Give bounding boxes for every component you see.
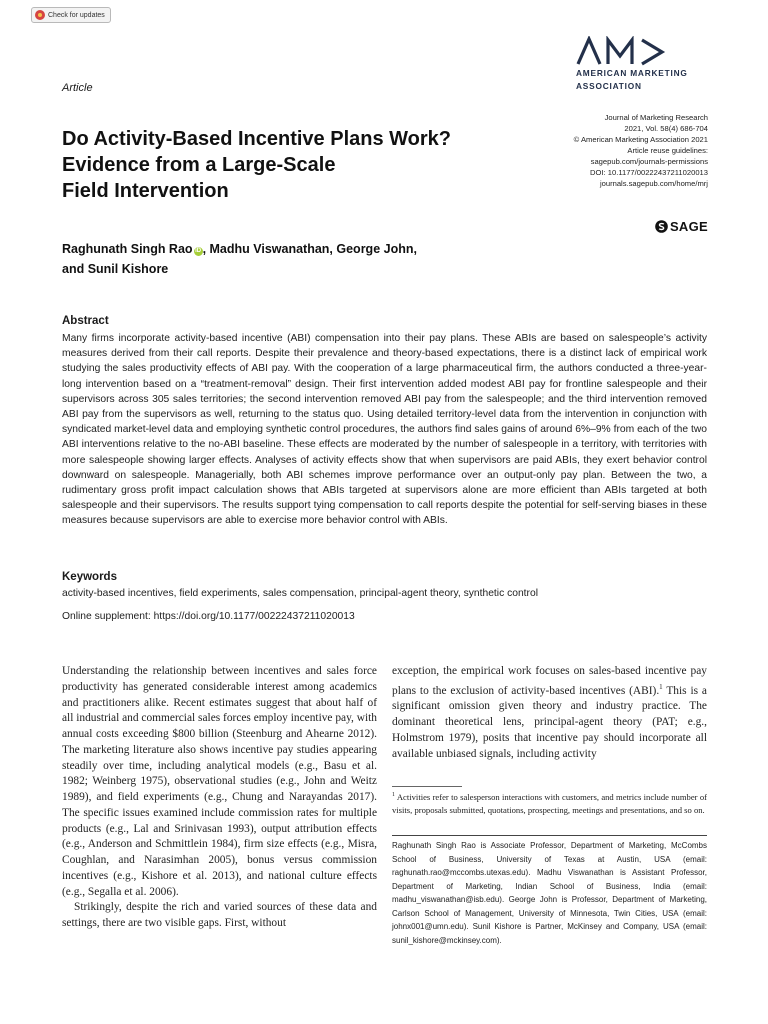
footnote-mark: 1 [392,792,395,798]
footnote-text: Activities refer to salesperson interactions with customers, and metrics include number of visits, proposals submitted, quotations, prospecting, meetings and presentations, and so on. [392,791,707,815]
body-column-left [62,664,377,932]
title-line-1: Do Activity-Based Incentive Plans Work? [62,128,451,150]
doi-text: DOI: 10.1177/00222437211020013 [590,168,708,177]
check-for-updates-button[interactable] [31,7,111,23]
keywords-heading: Keywords [62,571,117,583]
author-list [62,239,542,279]
authors-line-2: and Sunil Kishore [62,262,169,276]
title-line-2: Evidence from a Large-Scale [62,154,336,176]
sage-s-icon [655,220,668,233]
body-paragraph [392,664,707,762]
journal-name: Journal of Marketing Research [604,113,708,122]
authors-rest: , Madhu Viswanathan, George John, [202,242,417,256]
body-text-part: This is a significant omission given theory and industry practice. The dominant theoretical lens, principal-agent theory (PAT; e.g., Holmstrom 1979), posits that incentive pay should incorporate all available unbiased signals, including activity [392,684,707,760]
body-paragraph: Strikingly, despite the rich and varied sources of these data and settings, there are two visible gaps. First, without [62,901,377,929]
journal-volume: 2021, Vol. 58(4) 686-704 [624,124,708,133]
online-supplement-link[interactable]: Online supplement: https://doi.org/10.1177/00222437211020013 [62,611,355,622]
abstract-heading: Abstract [62,315,109,327]
keywords-list: activity-based incentives, field experiments, sales compensation, principal-agent theory, synthetic control [62,588,538,599]
ama-logo-mark-icon [576,36,668,66]
body-text-part: exception, the empirical work focuses on sales-based incentive pay plans to the exclusion of activity-based incentives (ABI). [392,665,707,697]
footnote-1 [392,789,707,817]
check-for-updates-label: Check for updates [48,11,105,19]
crossmark-icon [35,10,45,20]
body-column-right [392,664,707,762]
journal-home-link[interactable]: journals.sagepub.com/home/mrj [599,179,708,188]
article-title [62,126,542,204]
article-type: Article [62,82,93,94]
ama-logo [576,36,716,92]
journal-copyright: © American Marketing Association 2021 [573,135,708,144]
footnote-ref-1[interactable]: 1 [659,682,663,691]
abstract-text: Many firms incorporate activity-based incentive (ABI) compensation into their pay plans. These ABIs are based on salespeople’s activity measures derived from their call reports. Despite their prevalence and theory-based expectations, there is a distinct lack of empirical work studying the sales productivity effects of ABI pay. With the cooperation of a large pharmaceutical firm, the authors conducted a three-year-long intervention based on a “treatment-removal” design. Their first intervention added modest ABI pay for frontline salespeople and their supervisors across 305 sales territories; the second intervention removed ABI pay from the salespeople; and the third intervention removed ABI pay from the supervisors as well, returning to the status quo. Using detailed territory-level data from the intervention in conjunction with syndicated market-level data and employing synthetic control procedures, the authors find sales gains of around 6%–9% from each of the two ABI interventions relative to the no-ABI baseline. These effects are moderated by the number of salespeople in a territory, with territories with more salespeople showing larger effects. Analyses of activity effects show that when supervisors are paid ABIs, they exert behavior control downward on salespeople. Managerially, both ABI schemes improve performance over an output-only pay plan. Between the two, a rudimentary gross profit impact calculation shows that ABIs targeted at supervisors alone are more efficient than ABIs targeted at both salespeople and their supervisors. The results support tying compensation to call reports despite the potential for self-serving biases in these measures because supervisors are able to exercise more behavior control with ABIs. [62,333,707,527]
footnote-divider [392,786,462,787]
affiliation-divider [392,835,707,836]
sage-logo [655,219,708,234]
title-line-3: Field Intervention [62,180,229,202]
orcid-icon[interactable]: iD [195,248,202,254]
author-affiliations: Raghunath Singh Rao is Associate Professor, Department of Marketing, McCombs School of Business, University of Texas at Austin, USA (email: raghunath.rao@mccombs.utexas.edu). Madhu Viswanathan is Assistant Professor, Department of Marketing, Indian School of Business, India (email: madhu_viswanathan@isb.edu). George John is Professor, Department of Marketing, Carlson School of Management, University of Minnesota, Twin Cities, USA (email: johnx001@umn.edu). Sunil Kishore is Partner, McKinsey and Company, USA (email: sunil_kishore@mckinsey.com). [392,841,707,945]
sage-wordmark: SAGE [669,219,708,234]
body-paragraph: Understanding the relationship between incentives and sales force productivity has generated considerable interest among academics and practitioners alike. Recent estimates suggest that about half of all industrial and commercial sales forces employ incentive pay, with annual costs exceeding $800 billion (Steenburg and Ahearne 2012). The marketing literature also shows incentive pay studies appearing steadily over time, including analytical models (e.g., Basu et al. 1982; Weinberg 1975), observational studies (e.g., John and Weitz 1989), and field experiments (e.g., Chung and Narayandas 2017). The specific issues examined include commission rates for multiple products (e.g., Lal and Srinivasan 1993), output attribution effects (e.g., Anderson and Schmittlein 1984), firm size effects (e.g., Misra, Coughlan, and Narasimhan 2005), bonus versus commission incentives (e.g., Kishore et al. 2013), and national culture effects (e.g., Segalla et al. 2006). [62,665,377,898]
ama-name-line2: ASSOCIATION [576,81,642,91]
author-rao: Raghunath Singh Rao [62,242,193,256]
ama-name-line1: AMERICAN MARKETING [576,68,688,78]
reuse-guidelines-label: Article reuse guidelines: [627,146,708,155]
permissions-link[interactable]: sagepub.com/journals-permissions [590,157,708,166]
